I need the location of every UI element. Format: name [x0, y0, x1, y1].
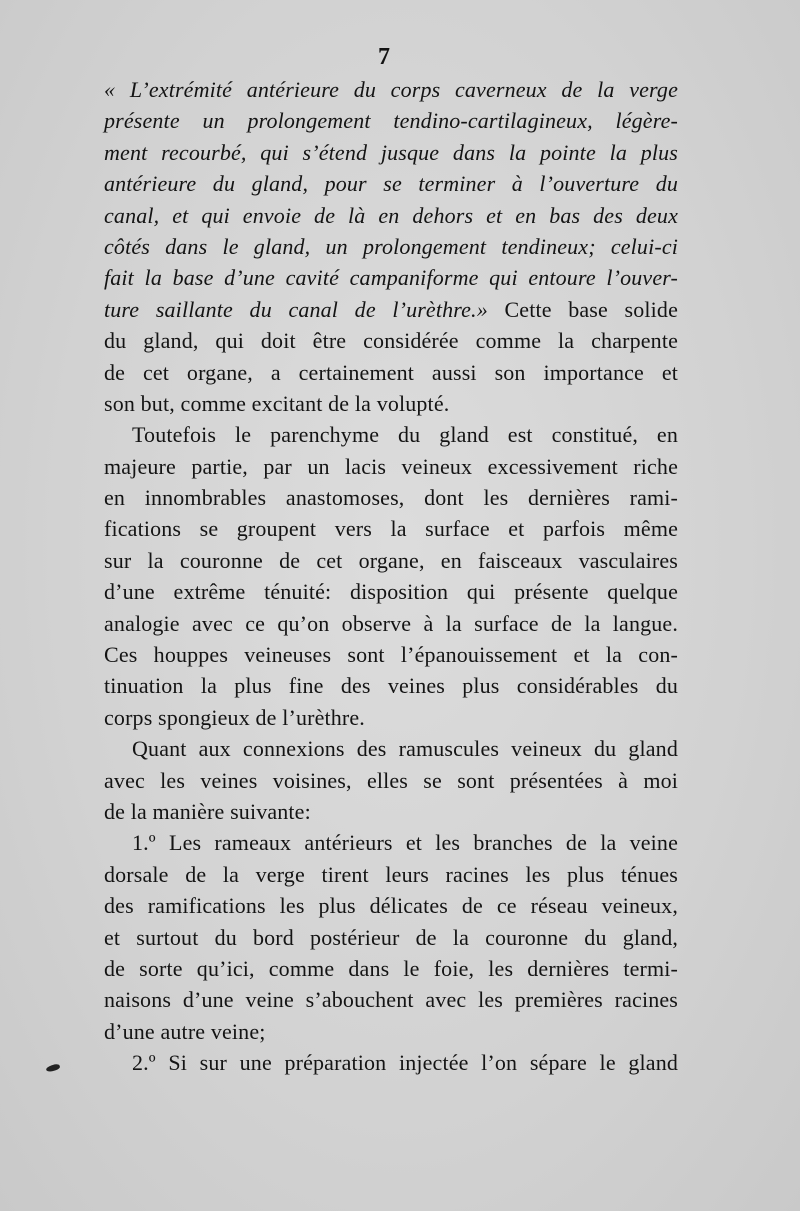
text-line: canal, et qui envoie de là en dehors et en bas des deux: [104, 202, 678, 228]
page-number: 7: [378, 44, 390, 70]
text-line: et surtout du bord postérieur de la couronne du gland,: [104, 924, 678, 950]
ink-mark: [45, 1063, 60, 1073]
text-line: dorsale de la verge tirent leurs racines les plus ténues: [104, 861, 678, 887]
text-line: [104, 294, 678, 325]
text-line: majeure partie, par un lacis veineux excessivement riche: [104, 453, 678, 479]
text-line: « L’extrémité antérieure du corps caverneux de la verge: [104, 77, 678, 102]
text-line: de cet organe, a certainement aussi son importance et: [104, 359, 678, 385]
text-line: ment recourbé, qui s’étend jusque dans la pointe la plus: [104, 139, 678, 165]
text-line: antérieure du gland, pour se terminer à l’ouverture du: [104, 171, 678, 197]
text-line: 1.º Les rameaux antérieurs et les branches de la veine: [132, 830, 678, 856]
text-line: analogie avec ce qu’on observe à la surface de la langue.: [104, 610, 678, 636]
text-line: son but, comme excitant de la volupté.: [104, 390, 450, 416]
text-line: du gland, qui doit être considérée comme la charpente: [104, 328, 678, 354]
text-line-italic-part: ture saillante du canal de l’urèthre.»: [104, 296, 488, 322]
text-line: fications se groupent vers la surface et parfois même: [104, 516, 678, 542]
text-line: 2.º Si sur une préparation injectée l’on sépare le gland: [132, 1050, 678, 1076]
text-line: Quant aux connexions des ramuscules veineux du gland: [132, 736, 678, 762]
text-line: de la manière suivante:: [104, 798, 311, 824]
text-line: de sorte qu’ici, comme dans le foie, les dernières termi-: [104, 955, 678, 981]
text-line: d’une autre veine;: [104, 1018, 266, 1044]
body-text: [104, 74, 678, 1079]
text-line: corps spongieux de l’urèthre.: [104, 704, 365, 730]
text-line: d’une extrême ténuité: disposition qui présente quelque: [104, 579, 678, 605]
text-line: présente un prolongement tendino-cartilagineux, légère-: [104, 108, 678, 134]
text-line: tinuation la plus fine des veines plus considérables du: [104, 673, 678, 699]
text-line: côtés dans le gland, un prolongement tendineux; celui-ci: [104, 233, 678, 259]
text-line: Toutefois le parenchyme du gland est constitué, en: [132, 422, 678, 448]
text-line: avec les veines voisines, elles se sont présentées à moi: [104, 767, 678, 793]
text-line: sur la couronne de cet organe, en faisceaux vasculaires: [104, 547, 678, 573]
text-line: des ramifications les plus délicates de ce réseau veineux,: [104, 893, 678, 919]
text-line: Ces houppes veineuses sont l’épanouissement et la con-: [104, 642, 678, 668]
text-line: naisons d’une veine s’abouchent avec les premières racines: [104, 987, 678, 1013]
text-line: fait la base d’une cavité campaniforme qui entoure l’ouver-: [104, 265, 678, 291]
text-line-roman-part: Cette base solide: [487, 296, 678, 322]
text-line: en innombrables anastomoses, dont les dernières rami-: [104, 485, 678, 511]
